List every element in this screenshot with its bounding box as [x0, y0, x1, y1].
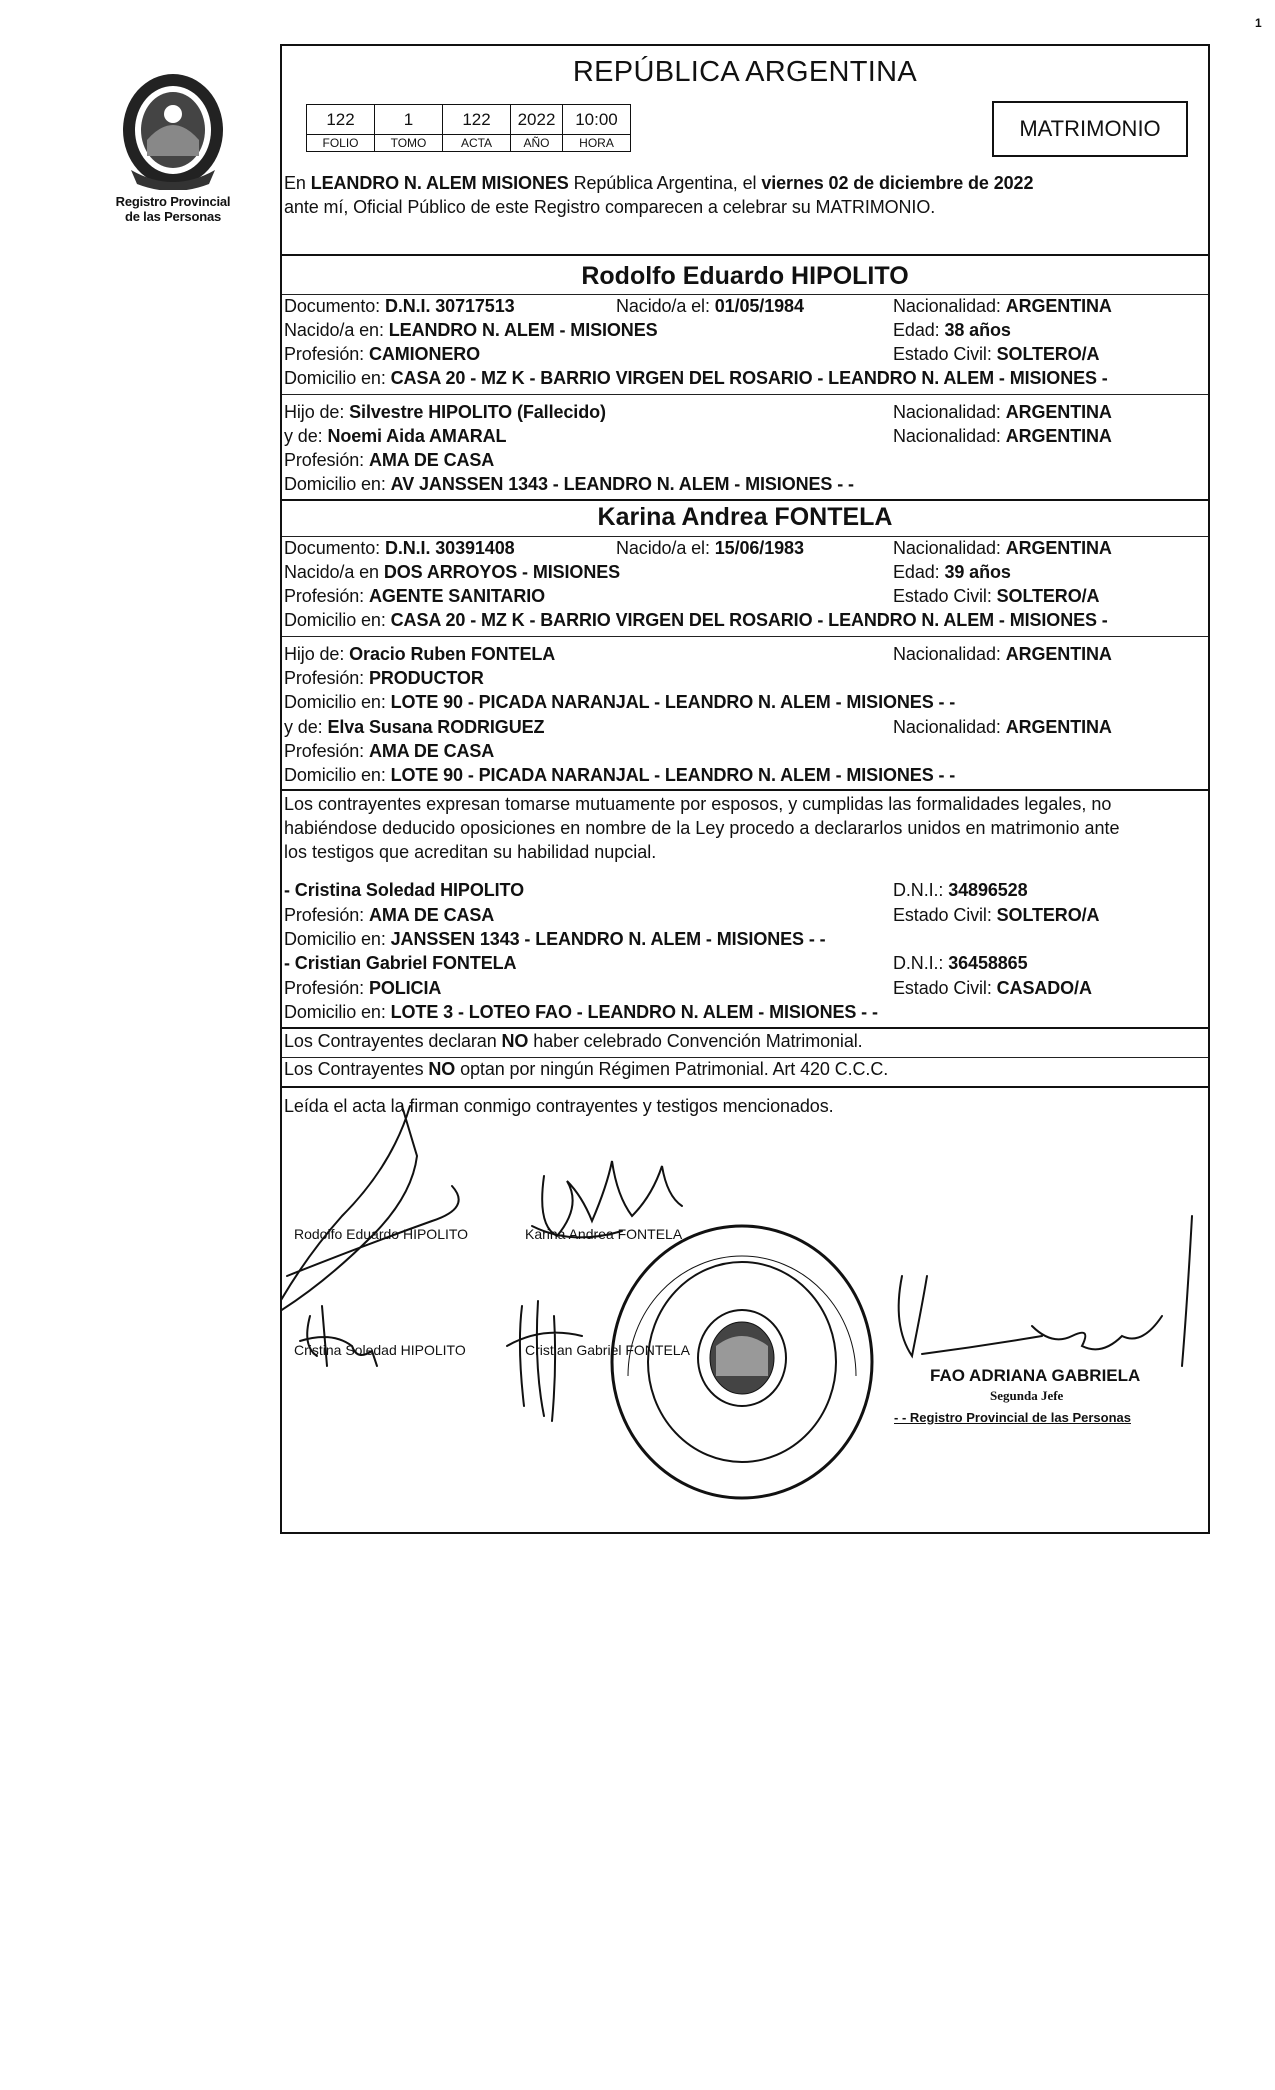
groom-mother-nationality: Nacionalidad: ARGENTINA	[893, 426, 1112, 446]
groom-parents-address: Domicilio en: AV JANSSEN 1343 - LEANDRO N. ALEM - MISIONES - -	[284, 474, 854, 494]
hora-value: 10:00	[563, 105, 631, 135]
witness2-civil-status: Estado Civil: CASADO/A	[893, 978, 1092, 998]
bride-profession: Profesión: AGENTE SANITARIO	[284, 586, 546, 606]
acta-value: 122	[443, 105, 511, 135]
declaration-text: Los contrayentes expresan tomarse mutuamente por esposos, y cumplidas las formalidades legales, no habiéndose deducido oposiciones en nombre de la Ley procedo a declararlos unidos en matrimonio ante los testigos que acreditan su habilidad nupcial.	[284, 794, 1120, 862]
bride-age: Edad: 39 años	[893, 562, 1011, 582]
document-type-box: MATRIMONIO	[992, 101, 1188, 157]
witness1-name: - Cristina Soledad HIPOLITO	[284, 880, 525, 900]
hora-label: HORA	[563, 135, 631, 152]
read-and-signed-text: Leída el acta la firman conmigo contrayentes y testigos mencionados.	[284, 1096, 834, 1116]
bride-father-address: Domicilio en: LOTE 90 - PICADA NARANJAL - LEANDRO N. ALEM - MISIONES - -	[284, 692, 956, 712]
bride-birthplace: Nacido/a en DOS ARROYOS - MISIONES	[284, 562, 621, 582]
bride-father-nationality: Nacionalidad: ARGENTINA	[893, 644, 1112, 664]
handwritten-signatures-icon	[282, 46, 1212, 1536]
official-seal	[612, 1226, 872, 1498]
bride-father-profession: Profesión: PRODUCTOR	[284, 668, 484, 688]
official-role: Segunda Jefe	[990, 1388, 1064, 1403]
folio-label: FOLIO	[307, 135, 375, 152]
groom-document: Documento: D.N.I. 30717513	[284, 296, 515, 316]
groom-name: Rodolfo Eduardo HIPOLITO	[581, 262, 909, 290]
groom-father: Hijo de: Silvestre HIPOLITO (Fallecido)	[284, 402, 606, 422]
witness2-address: Domicilio en: LOTE 3 - LOTEO FAO - LEANDRO N. ALEM - MISIONES - -	[284, 1002, 878, 1022]
intro-line2: ante mí, Oficial Público de este Registro comparecen a celebrar su MATRIMONIO.	[284, 197, 936, 217]
bride-document: Documento: D.N.I. 30391408	[284, 538, 515, 558]
bride-birthdate: Nacido/a el: 15/06/1983	[616, 538, 804, 558]
groom-address: Domicilio en: CASA 20 - MZ K - BARRIO VIRGEN DEL ROSARIO - LEANDRO N. ALEM - MISIONES -	[284, 368, 1108, 388]
acta-label: ACTA	[443, 135, 511, 152]
document-title: REPÚBLICA ARGENTINA	[572, 56, 918, 88]
bride-mother: y de: Elva Susana RODRIGUEZ	[284, 717, 545, 737]
regime-line2: Los Contrayentes NO optan por ningún Régimen Patrimonial. Art 420 C.C.C.	[284, 1059, 889, 1079]
bride-nationality: Nacionalidad: ARGENTINA	[893, 538, 1112, 558]
bride-father: Hijo de: Oracio Ruben FONTELA	[284, 644, 556, 664]
bride-mother-nationality: Nacionalidad: ARGENTINA	[893, 717, 1112, 737]
groom-mother: y de: Noemi Aida AMARAL	[284, 426, 507, 446]
anio-value: 2022	[511, 105, 563, 135]
intro-line1: En LEANDRO N. ALEM MISIONES República Argentina, el viernes 02 de diciembre de 2022	[284, 173, 1034, 193]
groom-parents-profession: Profesión: AMA DE CASA	[284, 450, 495, 470]
bride-address: Domicilio en: CASA 20 - MZ K - BARRIO VIRGEN DEL ROSARIO - LEANDRO N. ALEM - MISIONES -	[284, 610, 1108, 630]
marriage-certificate	[280, 44, 1210, 1534]
witness1-dni: D.N.I.: 34896528	[893, 880, 1028, 900]
groom-birthdate: Nacido/a el: 01/05/1984	[616, 296, 804, 316]
official-office: - - Registro Provincial de las Personas	[894, 1410, 1131, 1425]
folio-value: 122	[307, 105, 375, 135]
bride-signature-name: Karina Andrea FONTELA	[525, 1226, 683, 1242]
witness1-profession: Profesión: AMA DE CASA	[284, 905, 495, 925]
groom-birthplace: Nacido/a en: LEANDRO N. ALEM - MISIONES	[284, 320, 658, 340]
witness1-civil-status: Estado Civil: SOLTERO/A	[893, 905, 1100, 925]
groom-civil-status: Estado Civil: SOLTERO/A	[893, 344, 1100, 364]
witness2-dni: D.N.I.: 36458865	[893, 953, 1028, 973]
witness2-profession: Profesión: POLICIA	[284, 978, 442, 998]
bride-mother-address: Domicilio en: LOTE 90 - PICADA NARANJAL - LEANDRO N. ALEM - MISIONES - -	[284, 765, 956, 785]
anio-label: AÑO	[511, 135, 563, 152]
groom-nationality: Nacionalidad: ARGENTINA	[893, 296, 1112, 316]
logo-caption-line2: de las Personas	[125, 209, 221, 224]
tomo-label: TOMO	[375, 135, 443, 152]
tomo-value: 1	[375, 105, 443, 135]
groom-age: Edad: 38 años	[893, 320, 1011, 340]
witness1-signature-name: Cristina Soledad HIPOLITO	[294, 1342, 466, 1358]
groom-signature-name: Rodolfo Eduardo HIPOLITO	[294, 1226, 469, 1242]
registry-logo	[108, 70, 238, 224]
official-name: FAO ADRIANA GABRIELA	[930, 1366, 1141, 1385]
bride-name: Karina Andrea FONTELA	[597, 503, 893, 531]
logo-caption-line1: Registro Provincial	[115, 194, 231, 209]
bride-mother-profession: Profesión: AMA DE CASA	[284, 741, 495, 761]
regime-line1: Los Contrayentes declaran NO haber celebrado Convención Matrimonial.	[284, 1031, 863, 1051]
page-number: 1	[1255, 16, 1262, 30]
witness2-signature-name: Cristian Gabriel FONTELA	[525, 1342, 690, 1358]
groom-profession: Profesión: CAMIONERO	[284, 344, 481, 364]
witness2-name: - Cristian Gabriel FONTELA	[284, 953, 517, 973]
bride-civil-status: Estado Civil: SOLTERO/A	[893, 586, 1100, 606]
groom-father-nationality: Nacionalidad: ARGENTINA	[893, 402, 1112, 422]
witness1-address: Domicilio en: JANSSEN 1343 - LEANDRO N. ALEM - MISIONES - -	[284, 929, 826, 949]
province-emblem-icon	[117, 70, 229, 190]
